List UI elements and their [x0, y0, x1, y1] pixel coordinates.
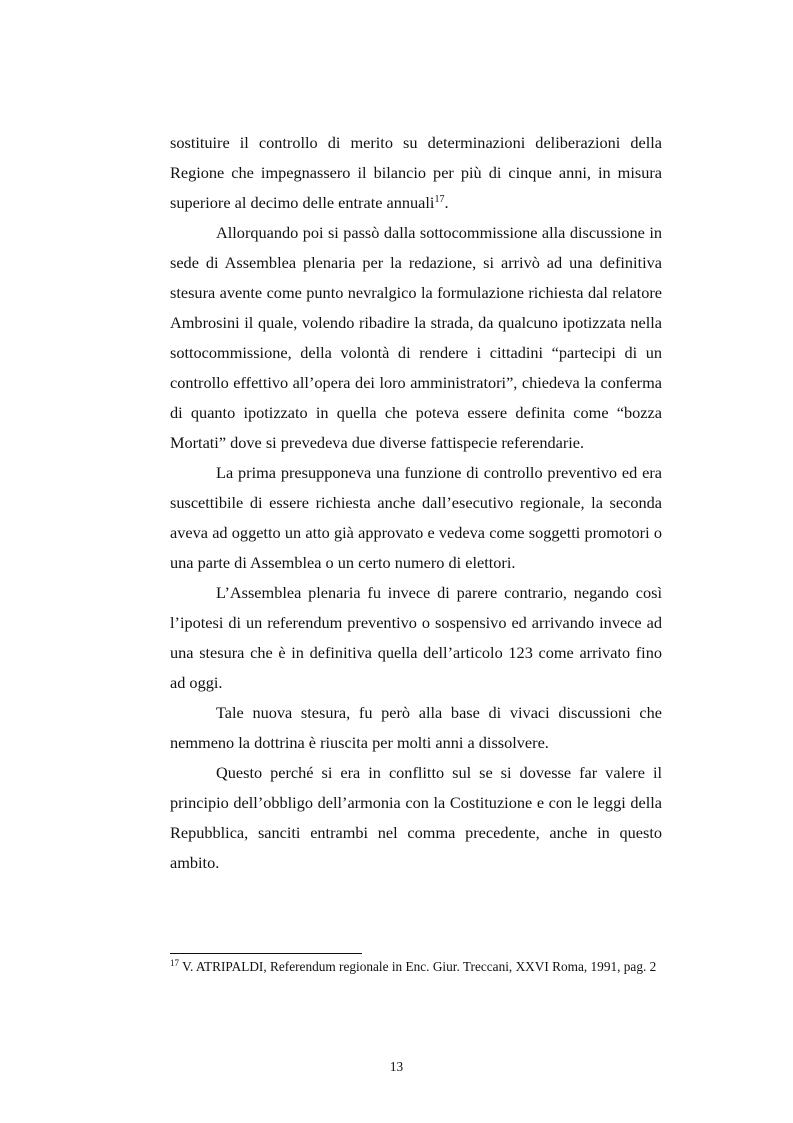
footnote — [170, 958, 662, 976]
body-text — [170, 128, 662, 878]
page-number: 13 — [389, 1059, 404, 1074]
paragraph-1 — [170, 128, 662, 218]
paragraph-3: La prima presupponeva una funzione di controllo preventivo ed era suscettibile di essere richiesta anche dall’esecutivo regionale, la seconda aveva ad oggetto un atto già approvato e vedeva come soggetti promotori o una parte di Assemblea o un certo numero di elettori. — [170, 463, 662, 572]
paragraph-4: L’Assemblea plenaria fu invece di parere contrario, negando così l’ipotesi di un referendum preventivo o sospensivo ed arrivando invece ad una stesura che è in definitiva quella dell’articolo 123 come arrivato fino ad oggi. — [170, 583, 662, 692]
footnote-text: V. ATRIPALDI, Referendum regionale in Enc. Giur. Treccani, XXVI Roma, 1991, pag. 2 — [179, 959, 657, 974]
paragraph-1-text: sostituire il controllo di merito su determinazioni deliberazioni della Regione che impegnassero il bilancio per più di cinque anni, in misura superiore al decimo delle entrate annuali — [170, 133, 662, 212]
footnote-number: 17 — [170, 958, 179, 968]
footnote-separator — [170, 953, 362, 954]
paragraph-2: Allorquando poi si passò dalla sottocommissione alla discussione in sede di Assemblea plenaria per la redazione, si arrivò ad una definitiva stesura avente come punto nevralgico la formulazione richiesta dal relatore Ambrosini il quale, volendo ribadire la strada, da qualcuno ipotizzata nella sottocommissione, della volontà di rendere i cittadini “partecipi di un controllo effettivo all’opera dei loro amministratori”, chiedeva la conferma di quanto ipotizzato in quella che poteva essere definita come “bozza Mortati” dove si prevedeva due diverse fattispecie referendarie. — [170, 223, 662, 452]
paragraph-1-end: . — [444, 193, 449, 212]
paragraph-5: Tale nuova stesura, fu però alla base di vivaci discussioni che nemmeno la dottrina è riuscita per molti anni a dissolvere. — [170, 703, 662, 752]
paragraph-6: Questo perché si era in conflitto sul se si dovesse far valere il principio dell’obbligo dell’armonia con la Costituzione e con le leggi della Repubblica, sanciti entrambi nel comma precedente, anche in questo ambito. — [170, 763, 662, 872]
footnote-reference[interactable]: 17 — [434, 194, 445, 205]
